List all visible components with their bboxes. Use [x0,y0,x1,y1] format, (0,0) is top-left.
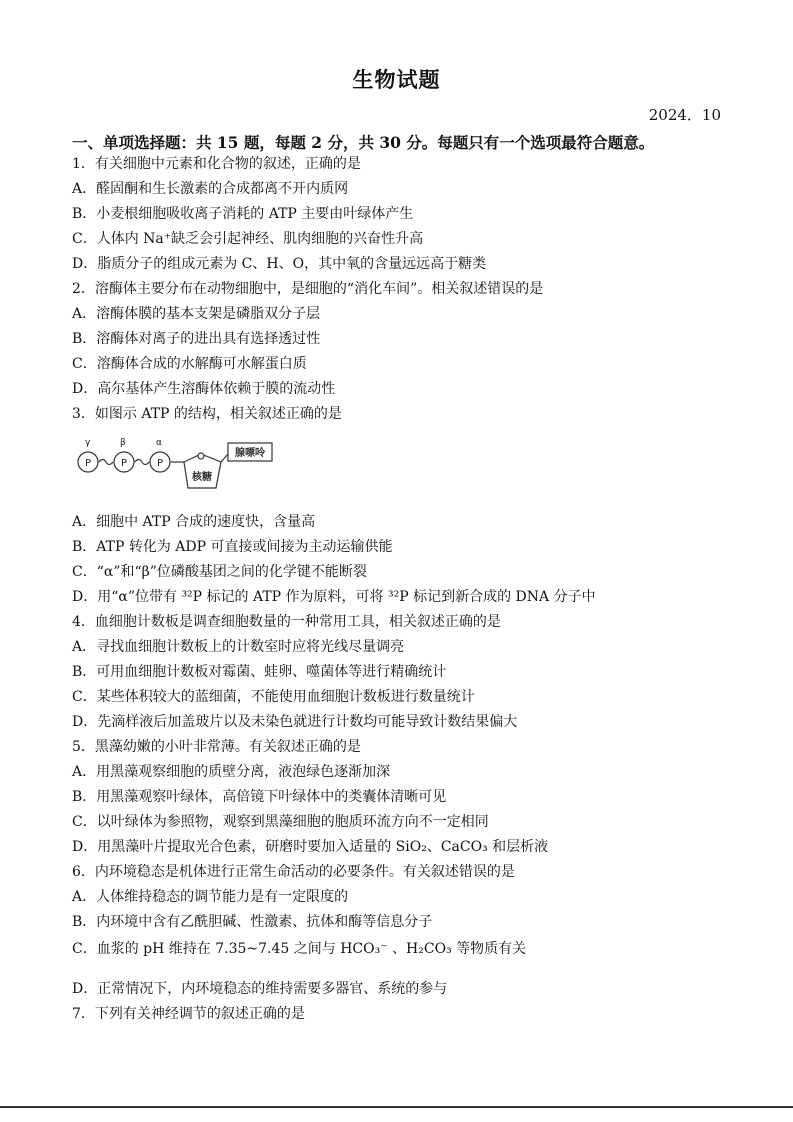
question-stem: 5．黑藻幼嫩的小叶非常薄。有关叙述正确的是 [72,739,361,755]
atp-structure-figure [76,436,276,498]
question-stem: 3．如图示 ATP 的结构，相关叙述正确的是 [72,406,342,422]
option: B．溶酶体对离子的进出具有选择透过性 [72,331,321,347]
question-stem: 4．血细胞计数板是调查细胞数量的一种常用工具，相关叙述正确的是 [72,614,501,630]
option: C．某些体积较大的蓝细菌，不能使用血细胞计数板进行数量统计 [72,689,475,705]
ribose-label: 核糖 [192,472,212,483]
option: A．寻找血细胞计数板上的计数室时应将光线尽量调亮 [72,639,405,655]
phosphate-label: P [84,458,92,469]
option: A．溶酶体膜的基本支架是磷脂双分子层 [72,306,321,322]
option: C．以叶绿体为参照物，观察到黑藻细胞的胞质环流方向不一定相同 [72,814,489,830]
option: C．血浆的 pH 维持在 7.35~7.45 之间与 HCO₃⁻ 、H₂CO₃ 等物质有关 [72,941,527,957]
option: B．ATP 转化为 ADP 可直接或间接为主动运输供能 [72,539,393,555]
option: C．“α”和“β”位磷酸基团之间的化学键不能断裂 [72,564,367,580]
exam-date: 2024．10 [648,106,721,124]
gamma-label: γ [85,438,91,448]
option: B．可用血细胞计数板对霉菌、蛙卵、噬菌体等进行精确统计 [72,664,447,680]
option: D．用“α”位带有 ³²P 标记的 ATP 作为原料，可将 ³²P 标记到新合成的 DNA 分子中 [72,589,596,605]
high-energy-bond [135,460,149,465]
option: D．正常情况下，内环境稳态的维持需要多器官、系统的参与 [72,981,448,997]
option: D．先滴样液后加盖玻片以及未染色就进行计数均可能导致计数结果偏大 [72,714,518,730]
bottom-rule [0,1106,793,1108]
option: C．溶酶体合成的水解酶可水解蛋白质 [72,356,307,372]
option: D．脂质分子的组成元素为 C、H、O，其中氧的含量远远高于糖类 [72,256,487,272]
phosphate-label: P [156,458,164,469]
adenine-label: 腺嘌呤 [235,448,265,459]
option: A．用黑藻观察细胞的质壁分离，液泡绿色逐渐加深 [72,764,391,780]
option: C．人体内 Na⁺缺乏会引起神经、肌肉细胞的兴奋性升高 [72,231,424,247]
alpha-label: α [156,438,162,448]
question-stem: 1．有关细胞中元素和化合物的叙述，正确的是 [72,156,361,172]
question-stem: 7．下列有关神经调节的叙述正确的是 [72,1006,305,1022]
section-heading: 一、单项选择题：共 15 题，每题 2 分，共 30 分。每题只有一个选项最符合题意。 [72,133,655,152]
page-title: 生物试题 [352,67,441,92]
option: A．细胞中 ATP 合成的速度快，含量高 [72,514,316,530]
option: B．内环境中含有乙酰胆碱、性激素、抗体和酶等信息分子 [72,914,433,930]
option: A．人体维持稳态的调节能力是有一定限度的 [72,889,349,905]
high-energy-bond [99,460,113,465]
beta-label: β [120,438,126,448]
option: A．醛固酮和生长激素的合成都离不开内质网 [72,181,349,197]
option: B．用黑藻观察叶绿体，高倍镜下叶绿体中的类囊体清晰可见 [72,789,447,805]
question-stem: 6．内环境稳态是机体进行正常生命活动的必要条件。有关叙述错误的是 [72,864,515,880]
phosphate-label: P [120,458,128,469]
option: D．高尔基体产生溶酶体依赖于膜的流动性 [72,381,336,397]
question-stem: 2．溶酶体主要分布在动物细胞中，是细胞的“消化车间”。相关叙述错误的是 [72,281,544,297]
option: B．小麦根细胞吸收离子消耗的 ATP 主要由叶绿体产生 [72,206,414,222]
option: D．用黑藻叶片提取光合色素，研磨时要加入适量的 SiO₂、CaCO₃ 和层析液 [72,839,549,855]
